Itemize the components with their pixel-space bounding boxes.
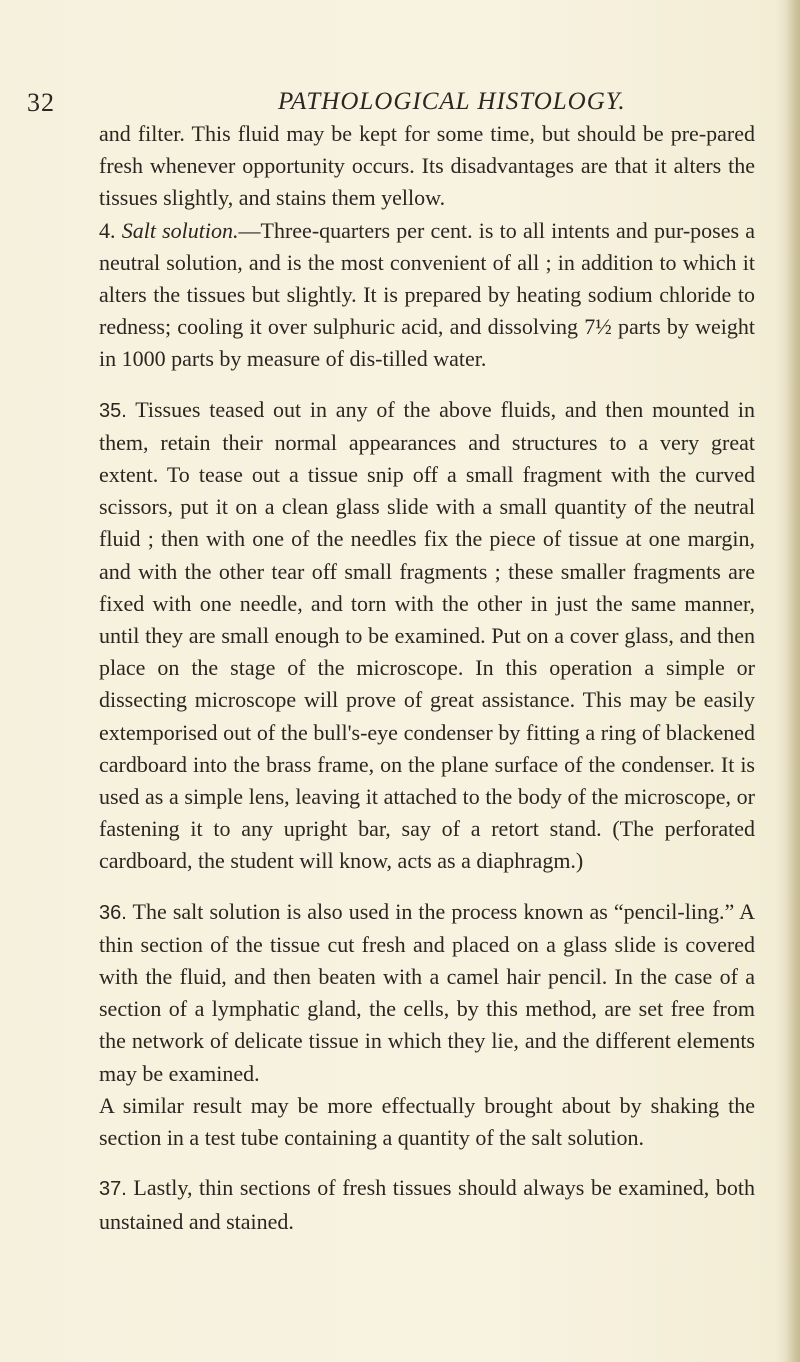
page-edge-shadow <box>786 0 800 1362</box>
section-number: 35. <box>99 399 127 422</box>
body-text <box>99 118 755 1238</box>
paragraph-text: and filter. This fluid may be kept for some time, but should be pre-pared fresh whenever opportunity occurs. Its disadvantages are that it alters the tissues slightly, and stains them yellow. <box>99 121 755 211</box>
paragraph-number: 4. <box>99 217 116 243</box>
paragraph-gap <box>99 878 755 896</box>
paragraph-gap <box>99 1154 755 1172</box>
paragraph-text: Lastly, thin sections of fresh tissues should always be examined, both unstained and stained. <box>99 1175 756 1234</box>
paragraph-salt-solution <box>99 215 755 376</box>
paragraph-text: Tissues teased out in any of the above fluids, and then mounted in them, retain their normal appearances and structures to a very great extent. To tease out a tissue snip off a small fragment with the curved scissors, put it on a clean glass slide with a small quantity of the neutral fluid ; then with one of the needles fix the piece of tissue at one margin, and with the other tear off small fragments ; these smaller fragments are fixed with one needle, and torn with the other in just the same manner, until they are small enough to be examined. Put on a cover glass, and then place on the stage of the microscope. In this operation a simple or dissecting microscope will prove of great assistance. This may be easily extemporised out of the bull's-eye condenser by fitting a ring of blackened cardboard into the brass frame, on the plane surface of the condenser. It is used as a simple lens, leaving it attached to the body of the microscope, or fastening it to any upright bar, say of a retort stand. (The perforated cardboard, the student will know, acts as a diaphragm.) <box>99 396 755 874</box>
paragraph-text: A similar result may be more effectually brought about by shaking the section in a test tube containing a quantity of the salt solution. <box>99 1092 755 1151</box>
paragraph-36 <box>99 896 755 1090</box>
page-number: 32 <box>27 88 55 117</box>
paragraph-35 <box>99 394 755 878</box>
running-head: PATHOLOGICAL HISTOLOGY. <box>278 88 626 115</box>
paragraph-continuation <box>99 118 755 215</box>
section-number: 36. <box>99 901 127 924</box>
paragraph-heading: Salt solution. <box>121 217 239 243</box>
paragraph-text: —Three-quarters per cent. is to all intents and pur-poses a neutral solution, and is the most convenient of all ; in addition to which it alters the tissues but slightly. It is prepared by heating sodium chloride to redness; cooling it over sulphuric acid, and dissolving 7½ parts by weight in 1000 parts by measure of dis-tilled water. <box>99 217 756 372</box>
paragraph-37 <box>99 1172 755 1237</box>
paragraph-gap <box>99 376 755 394</box>
section-number: 37. <box>99 1178 127 1201</box>
paragraph-text: The salt solution is also used in the process known as “pencil-ling.” A thin section of the tissue cut fresh and placed on a glass slide is covered with the fluid, and then beaten with a camel hair pencil. In the case of a section of a lymphatic gland, the cells, by this method, are set free from the network of delicate tissue in which they lie, and the different elements may be examined. <box>99 898 755 1086</box>
paragraph-similar-result <box>99 1090 755 1154</box>
